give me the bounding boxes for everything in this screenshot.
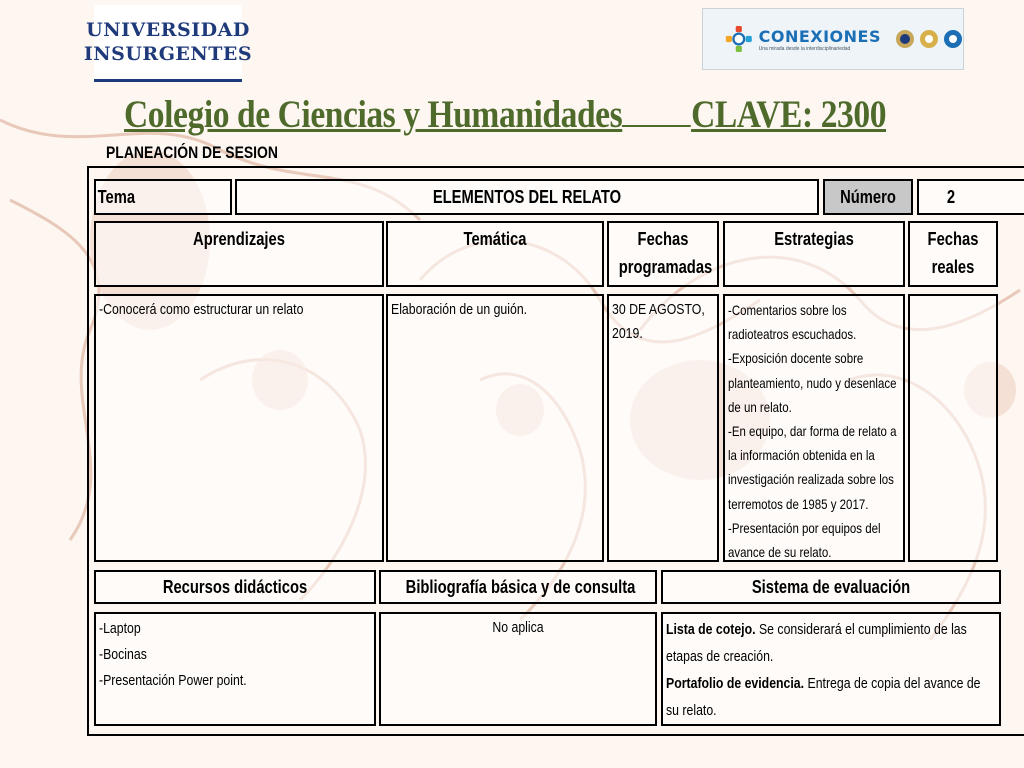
header-bibliografia-label: Bibliografía básica y de consulta: [405, 577, 636, 597]
header-fechas-reales-line1: Fechas: [927, 229, 979, 249]
fechas-reales-cell: [908, 294, 998, 562]
header-bibliografia: [379, 570, 657, 604]
aprendizajes-cell: [94, 294, 384, 562]
bibliografia-text: No aplica: [492, 619, 544, 636]
estrategias-line: planteamiento, nudo y desenlace: [728, 374, 897, 391]
recursos-item: -Laptop: [99, 620, 141, 637]
session-planning-form: [87, 166, 1024, 736]
heading-underline-gap: [622, 95, 691, 127]
header-fechas-prog-line1: Fechas: [637, 229, 689, 249]
college-name: Colegio de Ciencias y Humanidades: [124, 93, 623, 136]
header-tematica: [386, 221, 604, 287]
header-recursos: [94, 570, 376, 604]
fecha-programada-line2: 2019.: [612, 325, 643, 342]
tema-label-cell: [94, 179, 232, 215]
tema-value: ELEMENTOS DEL RELATO: [432, 187, 622, 207]
header-estrategias-label: Estrategias: [774, 229, 854, 249]
clave-code: CLAVE: 2300: [691, 93, 887, 136]
tematica-cell: [386, 294, 604, 562]
logo-line-1: UNIVERSIDAD: [86, 19, 250, 41]
institution-seal-icon: [943, 29, 963, 49]
unam-seal-icon: [895, 29, 915, 49]
tema-label: Tema: [97, 187, 136, 207]
evaluacion-line1: [666, 616, 967, 643]
estrategias-line: la información obtenida en la: [728, 447, 875, 464]
evaluacion-item1-title: Lista de cotejo.: [666, 621, 756, 638]
numero-value: 2: [946, 187, 956, 207]
header-fechas-prog-line2: programadas: [618, 257, 713, 277]
conexiones-logo: [702, 8, 964, 70]
header-estrategias: [723, 221, 905, 287]
evaluacion-item2-text: Entrega de copia del avance de: [804, 675, 981, 692]
evaluacion-item1-cont: etapas de creación.: [666, 648, 774, 665]
tematica-text: Elaboración de un guión.: [391, 301, 528, 318]
bibliografia-cell: [379, 612, 657, 726]
estrategias-line: terremotos de 1985 y 2017.: [728, 495, 869, 512]
estrategias-line: -Comentarios sobre los: [728, 302, 847, 318]
header-aprendizajes: [94, 221, 384, 287]
evaluacion-item1-text: Se considerará el cumplimiento de las: [755, 621, 967, 638]
estrategias-line: -Presentación por equipos del: [728, 519, 881, 536]
numero-value-cell: [917, 179, 1024, 215]
page-heading: [124, 92, 886, 137]
estrategias-line: radioteatros escuchados.: [728, 326, 857, 343]
header-fechas-reales-line2: reales: [931, 257, 975, 277]
estrategias-line: investigación realizada sobre los: [728, 471, 894, 488]
recursos-cell: [94, 612, 376, 726]
header-evaluacion-label: Sistema de evaluación: [751, 577, 911, 597]
evaluacion-item2-cont: su relato.: [666, 702, 717, 719]
header-tematica-label: Temática: [463, 229, 527, 249]
estrategias-line: -En equipo, dar forma de relato a: [728, 423, 897, 440]
header-recursos-label: Recursos didácticos: [162, 577, 308, 597]
estrategias-line: de un relato.: [728, 398, 792, 415]
evaluacion-cell: [661, 612, 1001, 726]
logo-line-2: INSURGENTES: [83, 43, 253, 65]
universidad-insurgentes-logo: [83, 5, 253, 82]
conexiones-title: CONEXIONES: [758, 26, 881, 46]
fecha-programada-line1: 30 DE AGOSTO,: [612, 301, 705, 318]
estrategias-line: avance de su relato.: [728, 544, 832, 561]
tema-value-cell: [235, 179, 819, 215]
recursos-item: -Presentación Power point.: [99, 672, 247, 689]
header-evaluacion: [661, 570, 1001, 604]
numero-label-cell: [823, 179, 913, 215]
conexiones-subtitle: Una mirada desde la interdisciplinariedad: [758, 45, 851, 52]
puzzle-icon: [725, 21, 753, 57]
recursos-item: -Bocinas: [99, 646, 147, 663]
estrategias-line: -Exposición docente sobre: [728, 350, 864, 367]
form-subtitle: PLANEACIÓN DE SESION: [106, 143, 278, 162]
evaluacion-line2: [666, 670, 981, 697]
header-aprendizajes-label: Aprendizajes: [193, 229, 285, 249]
estrategias-cell: [723, 294, 905, 562]
evaluacion-item2-title: Portafolio de evidencia.: [666, 675, 805, 692]
header-fechas-programadas: [607, 221, 719, 287]
fecha-programada-cell: [607, 294, 719, 562]
header-fechas-reales: [908, 221, 998, 287]
aprendizajes-text: -Conocerá como estructurar un relato: [99, 301, 304, 318]
numero-label: Número: [840, 187, 896, 207]
anniversary-seal-icon: [919, 29, 939, 49]
